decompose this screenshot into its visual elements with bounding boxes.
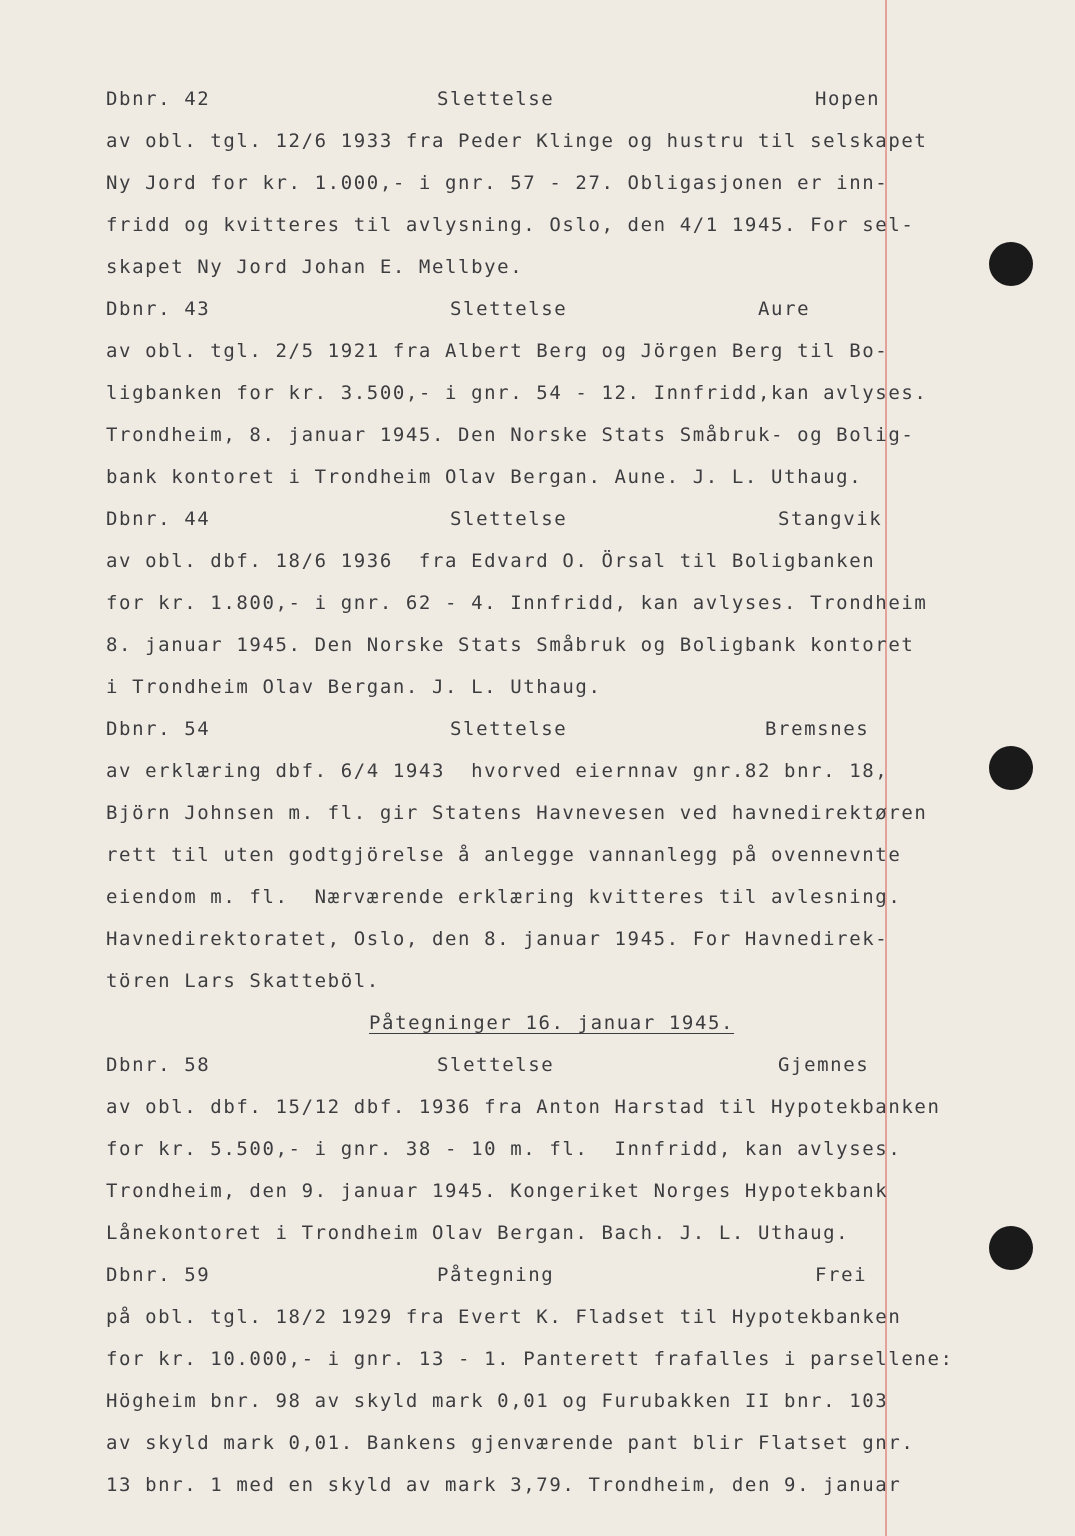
section-heading: Påtegninger 16. januar 1945. <box>369 1012 735 1034</box>
entry-header <box>0 297 1075 321</box>
entry-place: Aure <box>758 298 811 320</box>
entry-text-line: av obl. dbf. 15/12 dbf. 1936 fra Anton Harstad til Hypotekbanken <box>106 1096 941 1118</box>
entry-text-line: på obl. tgl. 18/2 1929 fra Evert K. Fladset til Hypotekbanken <box>106 1306 902 1328</box>
punch-hole <box>989 242 1033 286</box>
entry-text-line: av obl. tgl. 2/5 1921 fra Albert Berg og Jörgen Berg til Bo- <box>106 340 889 362</box>
entry-place: Hopen <box>815 88 881 110</box>
entry-text-line: av skyld mark 0,01. Bankens gjenværende pant blir Flatset gnr. <box>106 1432 915 1454</box>
entry-text-line: skapet Ny Jord Johan E. Mellbye. <box>106 256 524 278</box>
entry-type: Slettelse <box>450 298 568 320</box>
entry-text-line: 8. januar 1945. Den Norske Stats Småbruk og Boligbank kontoret <box>106 634 915 656</box>
entry-type: Slettelse <box>450 718 568 740</box>
entry-header <box>0 507 1075 531</box>
entry-text-line: Trondheim, den 9. januar 1945. Kongeriket Norges Hypotekbank <box>106 1180 889 1202</box>
entry-dbnr: Dbnr. 43 <box>106 298 211 320</box>
entry-text-line: for kr. 1.800,- i gnr. 62 - 4. Innfridd, kan avlyses. Trondheim <box>106 592 928 614</box>
entry-dbnr: Dbnr. 59 <box>106 1264 211 1286</box>
entry-place: Bremsnes <box>765 718 870 740</box>
entry-header <box>0 87 1075 111</box>
entry-dbnr: Dbnr. 44 <box>106 508 211 530</box>
entry-text-line: 13 bnr. 1 med en skyld av mark 3,79. Trondheim, den 9. januar <box>106 1474 902 1496</box>
entry-text-line: fridd og kvitteres til avlysning. Oslo, den 4/1 1945. For sel- <box>106 214 915 236</box>
entry-text-line: av erklæring dbf. 6/4 1943 hvorved eiernnav gnr.82 bnr. 18, <box>106 760 889 782</box>
entry-type: Slettelse <box>450 508 568 530</box>
entry-place: Stangvik <box>778 508 883 530</box>
entry-text-line: rett til uten godtgjörelse å anlegge vannanlegg på ovennevnte <box>106 844 902 866</box>
entry-text-line: av obl. tgl. 12/6 1933 fra Peder Klinge og hustru til selskapet <box>106 130 928 152</box>
entry-text-line: for kr. 5.500,- i gnr. 38 - 10 m. fl. Innfridd, kan avlyses. <box>106 1138 902 1160</box>
entry-text-line: bank kontoret i Trondheim Olav Bergan. Aune. J. L. Uthaug. <box>106 466 863 488</box>
entry-text-line: Lånekontoret i Trondheim Olav Bergan. Bach. J. L. Uthaug. <box>106 1222 850 1244</box>
entry-place: Frei <box>815 1264 868 1286</box>
entry-dbnr: Dbnr. 54 <box>106 718 211 740</box>
entry-text-line: Trondheim, 8. januar 1945. Den Norske Stats Småbruk- og Bolig- <box>106 424 915 446</box>
entry-text-line: i Trondheim Olav Bergan. J. L. Uthaug. <box>106 676 602 698</box>
entry-type: Slettelse <box>437 88 555 110</box>
entry-dbnr: Dbnr. 42 <box>106 88 211 110</box>
entry-text-line: Havnedirektoratet, Oslo, den 8. januar 1945. For Havnedirek- <box>106 928 889 950</box>
punch-hole <box>989 746 1033 790</box>
entry-place: Gjemnes <box>778 1054 870 1076</box>
entry-text-line: Högheim bnr. 98 av skyld mark 0,01 og Furubakken II bnr. 103 <box>106 1390 889 1412</box>
entry-text-line: for kr. 10.000,- i gnr. 13 - 1. Panterett frafalles i parsellene: <box>106 1348 954 1370</box>
entry-text-line: av obl. dbf. 18/6 1936 fra Edvard O. Örsal til Boligbanken <box>106 550 876 572</box>
entry-type: Slettelse <box>437 1054 555 1076</box>
entry-type: Påtegning <box>437 1264 555 1286</box>
entry-text-line: ligbanken for kr. 3.500,- i gnr. 54 - 12. Innfridd,kan avlyses. <box>106 382 928 404</box>
entry-header <box>0 1263 1075 1287</box>
entry-dbnr: Dbnr. 58 <box>106 1054 211 1076</box>
entry-text-line: tören Lars Skatteböl. <box>106 970 380 992</box>
entry-header <box>0 717 1075 741</box>
entry-text-line: Ny Jord for kr. 1.000,- i gnr. 57 - 27. Obligasjonen er inn- <box>106 172 889 194</box>
entry-text-line: eiendom m. fl. Nærværende erklæring kvitteres til avlesning. <box>106 886 902 908</box>
entry-text-line: Björn Johnsen m. fl. gir Statens Havnevesen ved havnedirektøren <box>106 802 928 824</box>
entry-header <box>0 1053 1075 1077</box>
